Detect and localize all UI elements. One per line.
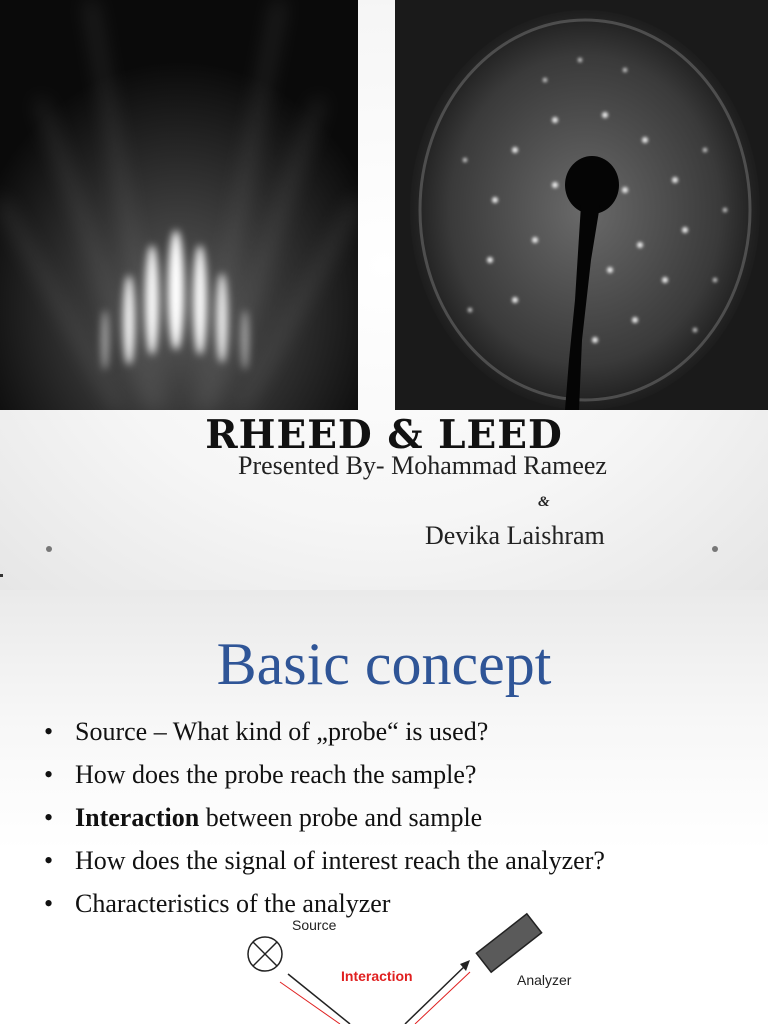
bullet-icon: •: [44, 846, 54, 875]
decorative-dot: [712, 546, 718, 552]
incident-beam-red: [280, 982, 340, 1024]
rheed-pattern-image: [0, 0, 358, 410]
bullet-text: Source – What kind of „probe“ is used?: [75, 717, 489, 746]
bullet-icon: •: [44, 717, 54, 746]
bullet-list: [44, 715, 605, 930]
source-label: Source: [292, 917, 337, 933]
bullet-text: between probe and sample: [199, 803, 483, 832]
decorative-dot: [46, 546, 52, 552]
content-slide: [0, 590, 768, 1024]
list-item: [44, 844, 605, 887]
bullet-icon: •: [44, 889, 54, 918]
analyzer-icon: [476, 914, 541, 972]
slide-title: RHEED & LEED: [205, 412, 563, 458]
bullet-text-bold: Interaction: [75, 803, 200, 832]
diffracted-beam-red: [415, 972, 470, 1024]
probe-diagram: [0, 910, 768, 1024]
list-item: [44, 758, 605, 801]
ampersand: &: [538, 494, 550, 510]
source-icon: [248, 937, 282, 971]
bullet-text: How does the probe reach the sample?: [75, 760, 477, 789]
leed-pattern-image: [395, 0, 768, 410]
bullet-icon: •: [44, 760, 54, 789]
presenter-name-2: Devika Laishram: [425, 521, 605, 550]
presenter-name: Presented By- Mohammad Rameez: [238, 451, 607, 480]
bullet-text: How does the signal of interest reach the analyzer?: [75, 846, 605, 875]
bullet-icon: •: [44, 803, 54, 832]
edge-mark: [0, 574, 3, 577]
list-item: [44, 715, 605, 758]
bullet-text: Characteristics of the analyzer: [75, 889, 391, 918]
analyzer-label: Analyzer: [517, 972, 572, 988]
diffracted-beam: [405, 964, 467, 1024]
interaction-label: Interaction: [341, 968, 413, 984]
slide-heading: Basic concept: [216, 631, 552, 697]
list-item: [44, 801, 605, 844]
